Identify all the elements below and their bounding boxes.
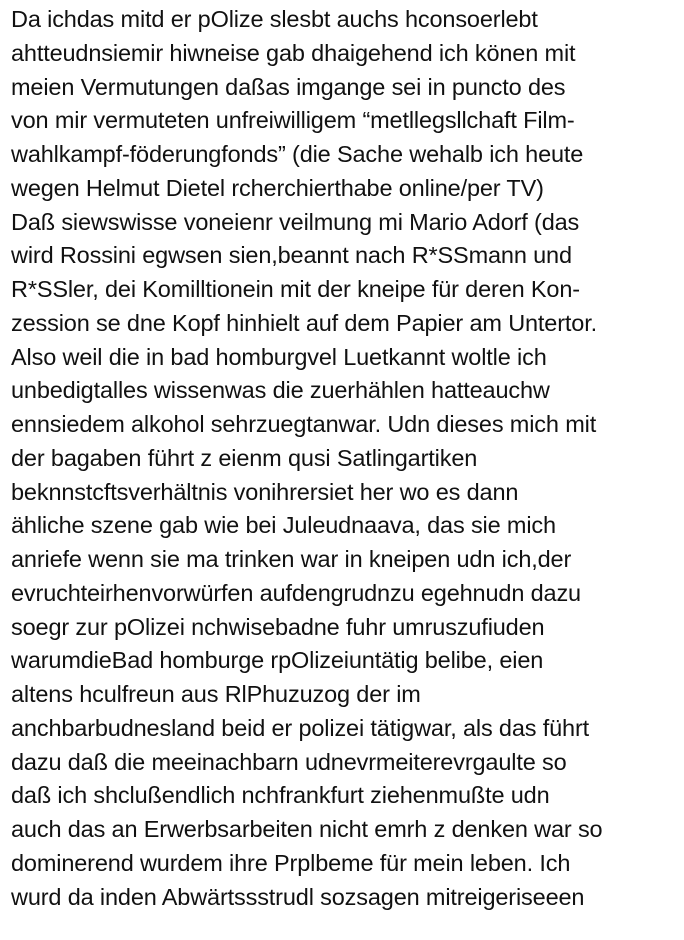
text-line: ahtteudnsiemir hiwneise gab dhaigehend ich könen mit (11, 39, 576, 66)
text-line: ennsiedem alkohol sehrzuegtanwar. Udn dieses mich mit (11, 411, 597, 437)
body-text (11, 3, 681, 914)
text-line: wurd da inden Abwärtssstrudl sozsagen mitreigeriseeen (11, 883, 585, 910)
text-line: wahlkampf-föderungfonds” (die Sache wehalb ich heute (11, 141, 584, 167)
text-line: Da ichdas mitd er pOlize slesbt auchs hconsoerlebt (11, 6, 538, 32)
text-line: der bagaben führt z eienm qusi Satlingartiken (11, 444, 478, 471)
text-line: beknnstcftsverhältnis vonihrersiet her wo es dann (11, 478, 519, 505)
text-line: R*SSler, dei Komilltionein mit der kneipe für deren Kon- (11, 276, 580, 302)
text-line: dazu daß die meeinachbarn udnevrmeiterevrgaulte so (11, 748, 567, 775)
text-line: daß ich shclußendlich nchfrankfurt ziehenmußte udn (11, 782, 550, 809)
text-line: Also weil die in bad homburgvel Luetkannt woltle ich (11, 343, 547, 370)
text-line: wegen Helmut Dietel rcherchierthabe online/per TV) (11, 174, 544, 201)
text-line: warumdieBad homburge rpOlizeiuntätig belibe, eien (11, 647, 544, 674)
text-line: Daß siewswisse voneienr veilmung mi Mario Adorf (das (11, 208, 580, 235)
text-line: soegr zur pOlizei nchwisebadne fuhr umruszufiuden (11, 613, 545, 640)
text-line: evruchteirhenvorwürfen aufdengrudnzu egehnudn dazu (11, 579, 581, 606)
text-line: von mir vermuteten unfreiwilligem “metllegsllchaft Film- (11, 107, 575, 134)
text-line: wird Rossini egwsen sien,beannt nach R*SSmann und (11, 242, 572, 269)
text-line: ähliche szene gab wie bei Juleudnaava, das sie mich (11, 512, 556, 539)
text-line: auch das an Erwerbsarbeiten nicht emrh z denken war so (11, 816, 603, 842)
text-line: altens hculfreun aus RlPhuzuzog der im (11, 681, 421, 707)
text-line: dominerend wurdem ihre Prplbeme für mein leben. Ich (11, 849, 571, 876)
text-line: unbedigtalles wissenwas die zuerhählen hatteauchw (11, 377, 550, 404)
text-line: anriefe wenn sie ma trinken war in kneipen udn ich,der (11, 546, 572, 572)
text-line: anchbarbudnesland beid er polizei tätigwar, als das führt (11, 714, 590, 741)
text-line: meien Vermutungen daßas imgange sei in puncto des (11, 73, 566, 100)
text-line: zession se dne Kopf hinhielt auf dem Papier am Untertor. (11, 309, 597, 336)
